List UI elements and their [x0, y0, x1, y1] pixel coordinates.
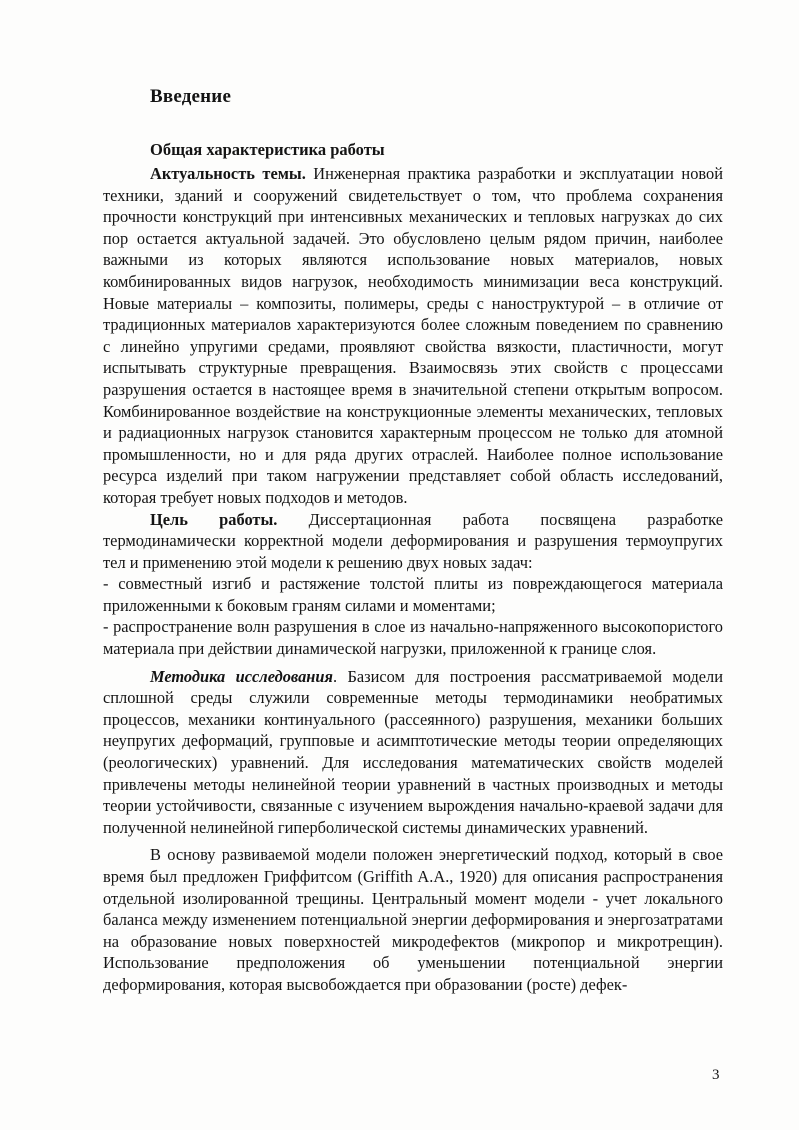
body-text: [103, 163, 723, 996]
goal-list-item: - распространение волн разрушения в слое из начально-напряженного высокопористого материала при действии динамической нагрузки, приложенной к границе слоя.: [103, 617, 723, 659]
paragraph-goal: [103, 509, 723, 574]
goal-lead: Цель работы.: [150, 509, 278, 529]
paragraph-relevance: [103, 163, 723, 509]
paragraph-method: [103, 666, 723, 839]
section-title: Общая характеристика работы: [150, 140, 385, 159]
goal-text: Диссертационная работа посвящена разработке термодинамически корректной модели деформирования и разрушения термоупругих тел и применению этой модели к решению двух новых задач:: [103, 509, 724, 572]
page-number: 3: [712, 1067, 720, 1083]
page-heading: Введение: [150, 86, 232, 107]
method-text: . Базисом для построения рассматриваемой модели сплошной среды служили современные методы термодинамики необратимых процессов, механики континуального (рассеянного) разрушения, механики больших неупругих деформаций, групповые и асимптотические методы теории определяющих (реологических) уравнений. Для исследования математических свойств моделей привлечены методы нелинейной теории уравнений в частных производных и методы теории устойчивости, связанные с изучением вырождения начально-краевой задачи для полученной нелинейной гиперболической системы динамических уравнений.: [103, 666, 724, 837]
goal-list-item: - совместный изгиб и растяжение толстой плиты из повреждающегося материала приложенными к боковым граням силами и моментами;: [103, 574, 723, 615]
paragraph-energy: В основу развиваемой модели положен энергетический подход, который в свое время был предложен Гриффитсом (Griffith A.A., 1920) для описания распространения отдельной изолированной трещины. Центральный момент модели - учет локального баланса между изменением потенциальной энергии деформирования и энергозатратами на образование новых поверхностей микродефектов (микропор и микротрещин). Использование предположения об уменьшении потенциальной энергии деформирования, которая высвобождается при образовании (росте) дефек-: [103, 845, 723, 994]
relevance-text: Инженерная практика разработки и эксплуатации новой техники, зданий и сооружений свидетельствует о том, что проблема сохранения прочности конструкций при интенсивных механических и тепловых нагрузках до сих пор остается актуальной задачей. Это обусловлено целым рядом причин, наиболее важными из которых являются использование новых материалов, новых комбинированных видов нагрузок, необходимость минимизации веса конструкций. Новые материалы – композиты, полимеры, среды с наноструктурой – в отличие от традиционных материалов характеризуются более сложным поведением по сравнению с линейно упругими средами, проявляют свойства вязкости, пластичности, могут испытывать структурные превращения. Взаимосвязь этих свойств с процессами разрушения остается в настоящее время в значительной степени открытым вопросом. Комбинированное воздействие на конструкционные элементы механических, тепловых и радиационных нагрузок становится характерным процессом не только для атомной промышленности, но и для ряда других отраслей. Наиболее полное использование ресурса изделий при таком нагружении представляет собой область исследований, которая требует новых подходов и методов.: [103, 164, 723, 507]
method-lead: Методика исследования: [150, 666, 333, 686]
relevance-lead: Актуальность темы.: [150, 164, 306, 183]
